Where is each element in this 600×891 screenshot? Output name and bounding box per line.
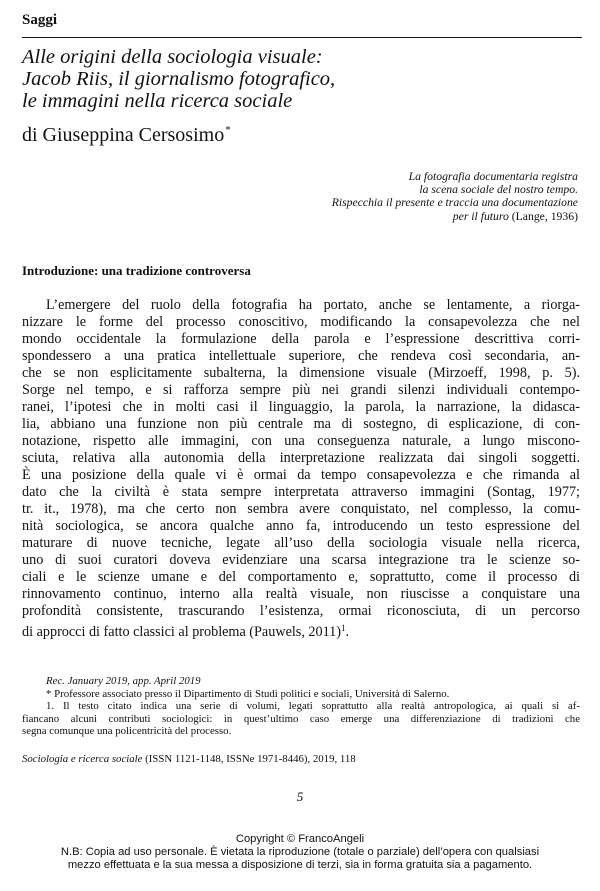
body-line-text: Sorge nel tempo, e si rafforza sempre più nei grandi silenzi individuali contempo- — [22, 382, 580, 398]
body-line — [22, 603, 580, 620]
body-line — [22, 382, 580, 399]
body-line — [22, 586, 580, 603]
footnote-line: segna comunque una policentricità del processo. — [22, 725, 232, 738]
body-line — [22, 467, 580, 484]
body-line — [22, 433, 580, 450]
author-line — [22, 124, 231, 147]
body-line — [22, 399, 580, 416]
body-line — [22, 518, 580, 535]
copyright-notice — [0, 833, 600, 872]
title-line: Jacob Riis, il giornalismo fotografico, — [22, 68, 336, 90]
epigraph — [198, 170, 578, 223]
body-line-text: nità sociologica, se ancora qualche anno fa, introducendo un testo espressione del — [22, 518, 580, 534]
author-note: * Professore associato presso il Dipartimento di Studi politici e sociali, Università di Salerno. — [46, 687, 450, 700]
received-date: Rec. January 2019, app. April 2019 — [46, 675, 201, 687]
page-number: 5 — [296, 789, 304, 804]
epigraph-source: (Lange, 1936) — [508, 209, 578, 223]
author-name: di Giuseppina Cersosimo — [22, 124, 225, 146]
body-line — [22, 331, 580, 348]
body-line — [22, 348, 580, 365]
body-line-text: profondità consistente, trascurando l’esistenza, ormai riconosciuta, di un percorso — [22, 603, 580, 619]
body-line-text: È una posizione della quale vi è ormai da tempo consapevolezza e che rimanda al — [22, 467, 580, 483]
title-line: Alle origini della sociologia visuale: — [22, 46, 323, 68]
body-line-text: ranei, l’ipotesi che in molti casi il linguaggio, la parola, la narrazione, la didasca- — [22, 399, 580, 415]
body-line-text: nizzare le forme del processo conoscitivo, modificando la consapevolezza che nel — [22, 314, 580, 330]
epigraph-line: La fotografia documentaria registra — [408, 170, 578, 183]
body-line — [22, 416, 580, 433]
body-end: . — [345, 624, 350, 640]
epigraph-line: Rispecchia il presente e traccia una documentazione — [331, 196, 578, 210]
title-line: le immagini nella ricerca sociale — [22, 90, 293, 112]
journal-details: (ISSN 1121-1148, ISSNe 1971-8446), 2019, 118 — [142, 753, 356, 765]
epigraph-line: la scena sociale del nostro tempo. — [419, 183, 578, 197]
body-line — [22, 569, 580, 586]
body-line — [22, 552, 580, 569]
body-text — [22, 297, 580, 640]
body-line — [22, 620, 580, 640]
body-line-text: sciuta, relativa alla autonomia della interpretazione realizzata dai singoli soggetti. — [22, 450, 580, 466]
body-line-text: spondessero a una pratica intellettuale superiore, che rendeva così secondaria, an- — [22, 348, 580, 364]
footnote-ref: 1 — [341, 623, 346, 633]
notes — [22, 675, 580, 738]
footnote-line: fiancano alcuni contributi sociologici: in quest’ultimo caso emerge una differenziazione di tradizioni che — [22, 712, 580, 725]
epigraph-line: per il futuro — [452, 209, 509, 223]
section-heading: Introduzione: una tradizione controversa — [22, 263, 251, 278]
copyright-line: N.B: Copia ad uso personale. È vietata la riproduzione (totale o parziale) dell’opera con qualsiasi — [60, 846, 540, 858]
body-line-text: dato che la civiltà è stata sempre interpretata attraverso immagini (Sontag, 1977; — [22, 484, 580, 500]
body-line — [22, 450, 580, 467]
article-title — [22, 46, 582, 112]
journal-name: Sociologia e ricerca sociale — [22, 753, 143, 765]
body-line — [22, 535, 580, 552]
copyright-line: mezzo effettuata e la sua messa a disposizione di terzi, sia in forma gratuita sia a pagamento. — [67, 859, 533, 871]
body-line-text: lia, abbiano una funzione non più centrale ma di sostegno, di esplicazione, di con- — [22, 416, 580, 432]
copyright-line: Copyright © FrancoAngeli — [235, 833, 365, 845]
body-line-text: mondo occidentale la formulazione della parola e l’espressione descrittiva corri- — [22, 331, 580, 347]
body-line — [22, 314, 580, 331]
body-line — [22, 501, 580, 518]
journal-citation — [22, 753, 356, 765]
section-label: Saggi — [22, 12, 58, 28]
header-rule — [22, 37, 582, 38]
body-line-text: tr. it., 1978), ma che certo non sembra avere conquistato, nel complesso, la comu- — [22, 501, 580, 517]
body-line-text: rinnovamento continuo, interno alla realtà visuale, non riuscisse a conquistare una — [22, 586, 580, 602]
body-line — [22, 484, 580, 501]
footnote-line: 1. Il testo citato indica una serie di volumi, legati soprattutto alla realtà antropologica, ai quali si af- — [46, 700, 580, 713]
author-footnote-mark: * — [225, 124, 231, 136]
body-line — [22, 365, 580, 382]
body-line-text: che se non esplicitamente subalterna, la dimensione visuale (Mirzoeff, 1998, p. 5). — [22, 365, 580, 381]
body-line-text: di approcci di fatto classici al problema (Pauwels, 2011) — [22, 624, 341, 640]
body-line — [22, 297, 580, 314]
body-line-text: uno di suoi curatori doveva evidenziare una scarsa integrazione tra le scienze so- — [22, 552, 580, 568]
epigraph-last-line — [198, 210, 578, 223]
body-line-text: notazione, rispetto alle immagini, con una conseguenza naturale, a lungo miscono- — [22, 433, 580, 449]
body-line-text: ciali e le scienze umane e del comportamento e, soprattutto, come il processo di — [22, 569, 580, 585]
body-line-text: L’emergere del ruolo della fotografia ha portato, anche se lentamente, a riorga- — [46, 297, 580, 313]
body-line-text: maturare di nuove tecniche, legate all’uso della sociologia visuale nella ricerca, — [22, 535, 580, 551]
